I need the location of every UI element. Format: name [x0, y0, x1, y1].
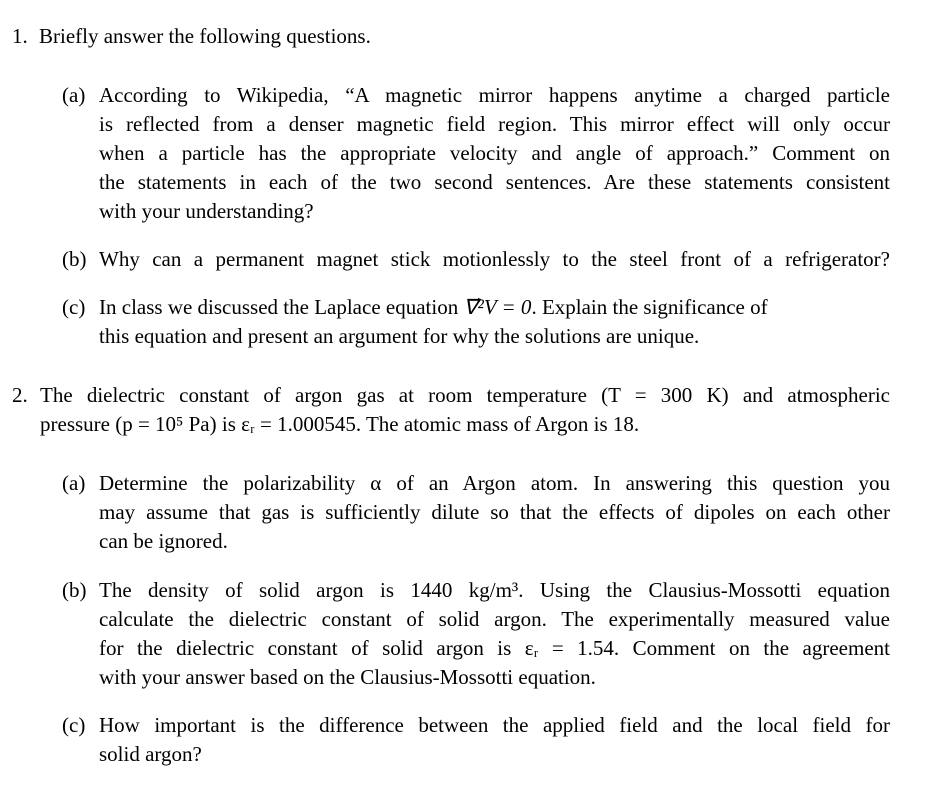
part-label: (b): [62, 578, 87, 602]
part-label: (a): [62, 83, 86, 107]
q2b-line-3: for the dielectric constant of solid argon is εᵣ = 1.54. Comment on the agreement: [99, 636, 890, 660]
q2-line-2: pressure (p = 10⁵ Pa) is εᵣ = 1.000545. The atomic mass of Argon is 18.: [40, 412, 640, 436]
question-1-header: [12, 22, 371, 51]
q1c-line-2: this equation and present an argument for why the solutions are unique.: [99, 324, 700, 348]
q1c-text-post: . Explain the significance of: [531, 295, 768, 319]
q1a-line-2: is reflected from a denser magnetic field region. This mirror effect will only occur: [99, 112, 890, 136]
q1a-line-4: the statements in each of the two second sentences. Are these statements consistent: [99, 170, 890, 194]
question-2-number: 2.: [12, 383, 28, 407]
question-1-intro: Briefly answer the following questions.: [39, 24, 371, 48]
q1a-line-3: when a particle has the appropriate velocity and angle of approach.” Comment on: [99, 141, 890, 165]
q1a-line-1: According to Wikipedia, “A magnetic mirror happens anytime a charged particle: [99, 83, 890, 107]
q2-line-1: The dielectric constant of argon gas at room temperature (T = 300 K) and atmospheric: [40, 383, 890, 407]
q1b-line-1: Why can a permanent magnet stick motionlessly to the steel front of a refrigerator?: [99, 247, 890, 271]
q2b-line-1: The density of solid argon is 1440 kg/m³. Using the Clausius-Mossotti equation: [99, 578, 890, 602]
part-label: (b): [62, 247, 87, 271]
part-label: (c): [62, 295, 86, 319]
laplace-equation: ∇⃗²V = 0: [463, 295, 532, 319]
q2a-line-1: Determine the polarizability α of an Argon atom. In answering this question you: [99, 471, 890, 495]
q2b-line-2: calculate the dielectric constant of solid argon. The experimentally measured value: [99, 607, 890, 631]
q1c-line-1: [99, 293, 890, 322]
q1c-text-pre: In class we discussed the Laplace equation: [99, 295, 464, 319]
q2c-line-1: How important is the difference between the applied field and the local field for: [99, 713, 890, 737]
part-label: (c): [62, 713, 86, 737]
q2c-line-2: solid argon?: [99, 742, 202, 766]
question-1-number: 1.: [12, 24, 28, 48]
q2a-line-3: can be ignored.: [99, 529, 228, 553]
q2b-line-4: with your answer based on the Clausius-Mossotti equation.: [99, 665, 596, 689]
part-label: (a): [62, 471, 86, 495]
q1a-line-5: with your understanding?: [99, 199, 314, 223]
q2a-line-2: may assume that gas is sufficiently dilute so that the effects of dipoles on each other: [99, 500, 890, 524]
